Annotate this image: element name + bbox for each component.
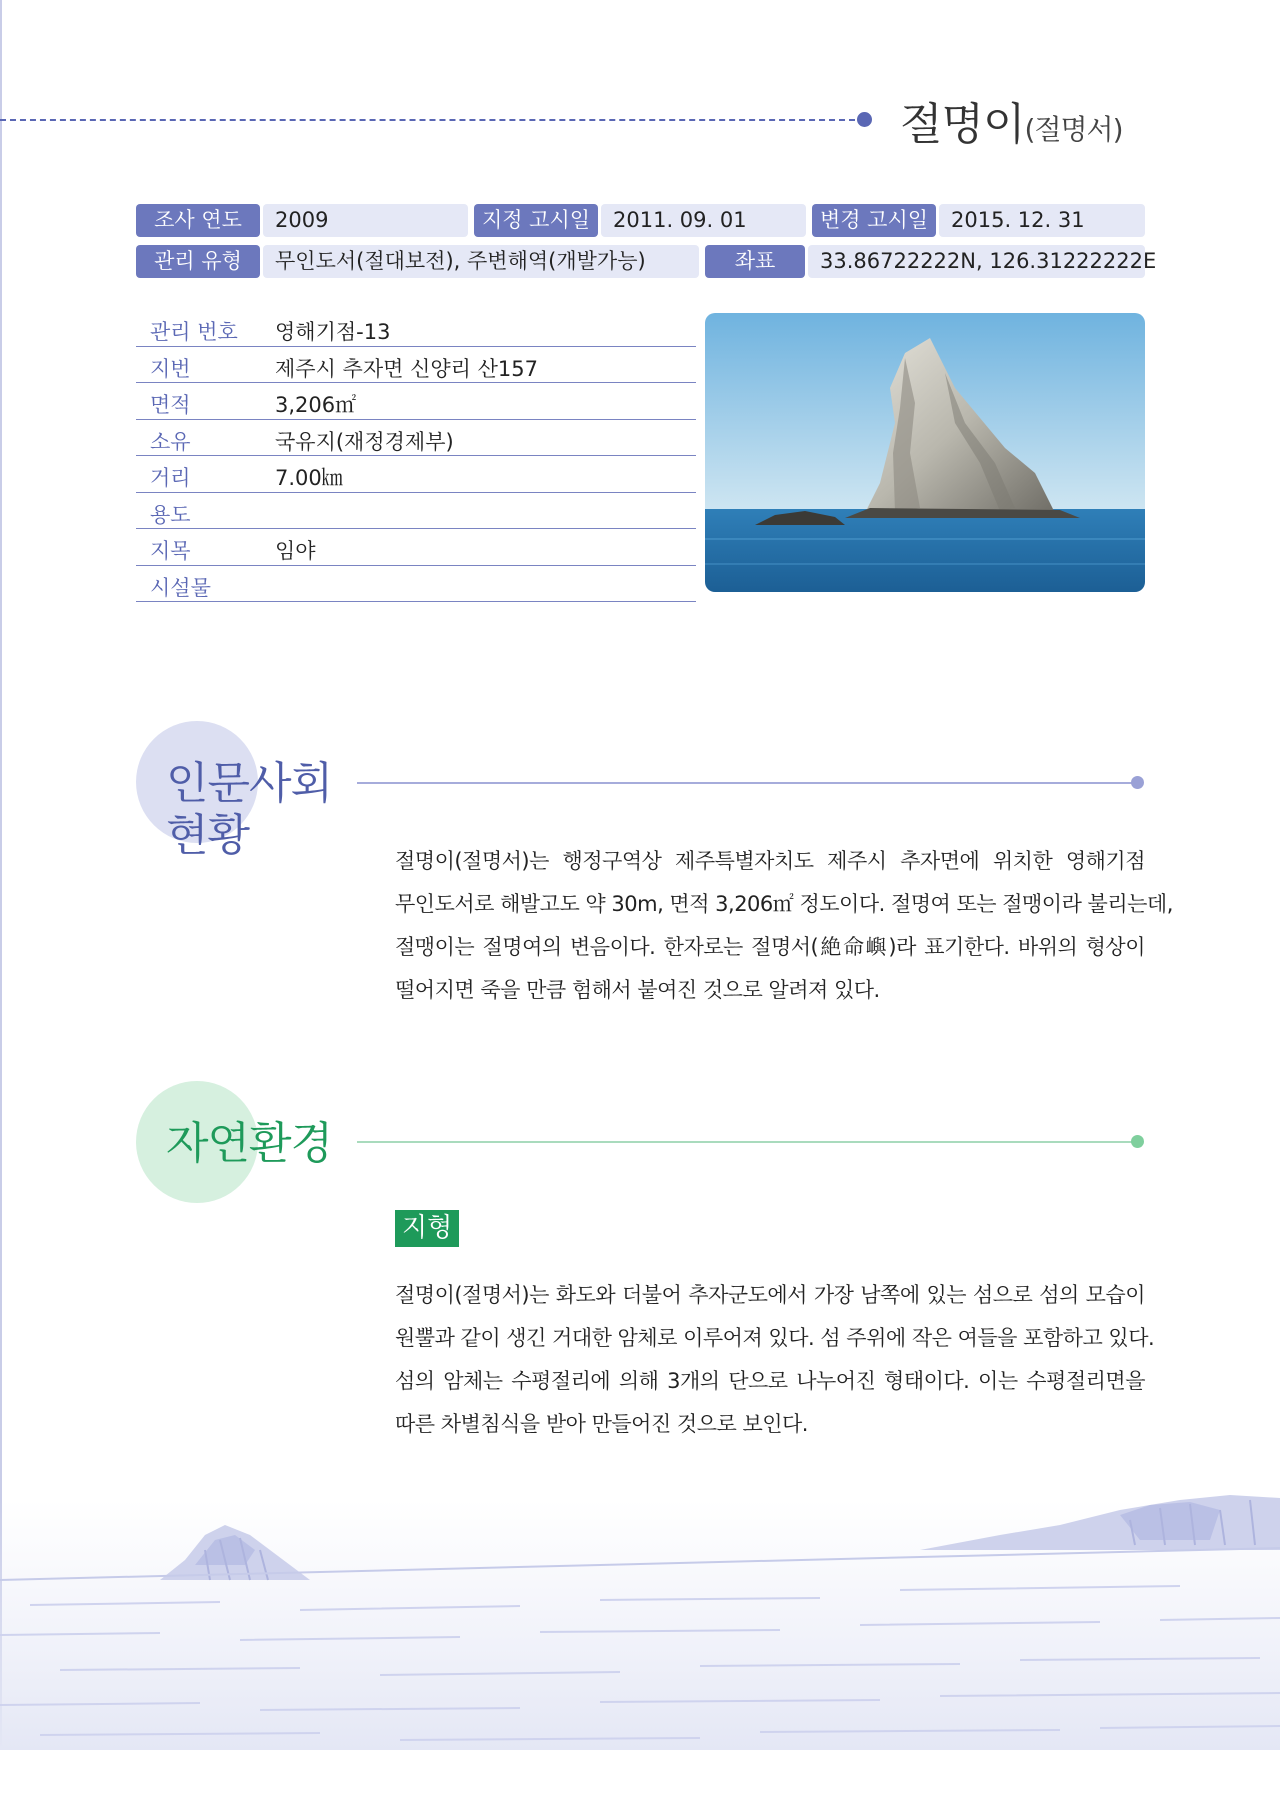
paragraph-line: 떨어지면 죽을 만큼 험해서 붙여진 것으로 알려져 있다. (395, 978, 880, 1002)
humanities-paragraph (395, 840, 1173, 1012)
topography-subheading: 지형 (395, 1210, 459, 1247)
detail-key: 거리 (150, 466, 191, 490)
detail-value: 영해기점-13 (275, 320, 391, 344)
decor-spacer-35 (0, 1780, 1, 1781)
detail-key: 소유 (150, 429, 191, 454)
management-type-label: 관리 유형 (136, 245, 260, 278)
designation-date-label: 지정 고시일 (474, 204, 598, 237)
detail-key: 용도 (150, 502, 191, 527)
header-dashed-line (0, 119, 855, 121)
detail-row (136, 566, 696, 603)
humanities-section-title (166, 758, 332, 862)
detail-value: 국유지(재정경제부) (275, 429, 454, 454)
detail-value: 제주시 추자면 신양리 산157 (275, 356, 538, 381)
paragraph-line: 절명이(절명서)는 행정구역상 제주특별자치도 제주시 추자면에 위치한 영해기점 (395, 849, 1145, 873)
paragraph-line: 섬의 암체는 수평절리에 의해 3개의 단으로 나누어진 형태이다. 이는 수평절리면을 (395, 1369, 1145, 1393)
paragraph-line: 절명이(절명서)는 화도와 더불어 추자군도에서 가장 남쪽에 있는 섬으로 섬의 모습이 (395, 1283, 1145, 1307)
detail-row (136, 493, 696, 530)
survey-year-value: 2009 (263, 204, 468, 237)
detail-row (136, 310, 696, 347)
detail-table (136, 310, 696, 602)
detail-value: 7.00㎞ (275, 466, 343, 490)
survey-year-label: 조사 연도 (136, 204, 260, 237)
detail-key: 지번 (150, 356, 191, 381)
management-type-value: 무인도서(절대보전), 주변해역(개발가능) (263, 245, 699, 278)
coordinates-label: 좌표 (705, 245, 805, 278)
detail-row (136, 456, 696, 493)
page-title (900, 88, 1123, 152)
page-title-main: 절명이 (900, 99, 1025, 150)
humanities-section-rule (357, 782, 1132, 784)
detail-key: 관리 번호 (150, 320, 238, 344)
sea-illustration (0, 1440, 1280, 1750)
page-title-sub: (절명서) (1024, 113, 1123, 146)
detail-key: 지목 (150, 539, 191, 563)
decor-spacer-80 (0, 1795, 1, 1796)
nature-section-rule (357, 1141, 1132, 1143)
detail-row (136, 420, 696, 457)
nature-section-dot (1131, 1135, 1144, 1148)
paragraph-line: 절맹이는 절명여의 변음이다. 한자로는 절명서(絶命嶼)라 표기한다. 바위의 형상이 (395, 935, 1145, 959)
change-date-value: 2015. 12. 31 (939, 204, 1145, 237)
detail-row (136, 383, 696, 420)
detail-value: 3,206㎡ (275, 393, 357, 417)
designation-date-value: 2011. 09. 01 (601, 204, 806, 237)
nature-paragraph (395, 1274, 1155, 1446)
paragraph-line: 따른 차별침식을 받아 만들어진 것으로 보인다. (395, 1412, 808, 1436)
coordinates-value: 33.86722222N, 126.31222222E (808, 245, 1145, 278)
decor-spacer (0, 1780, 1280, 1781)
paragraph-line: 무인도서로 해발고도 약 30m, 면적 3,206㎡ 정도이다. 절명여 또는 절맹이라 불리는데, (395, 892, 1173, 916)
island-photo (705, 313, 1145, 592)
humanities-title-line2: 현황 (166, 810, 250, 861)
paragraph-line: 원뿔과 같이 생긴 거대한 암체로 이루어져 있다. 섬 주위에 작은 여들을 포함하고 있다. (395, 1326, 1155, 1350)
detail-row (136, 529, 696, 566)
humanities-section-dot (1131, 776, 1144, 789)
detail-value: 임야 (275, 539, 316, 563)
header-dot (857, 112, 872, 127)
nature-section-title: 자연환경 (166, 1118, 333, 1169)
change-date-label: 변경 고시일 (812, 204, 936, 237)
detail-row (136, 347, 696, 384)
detail-key: 면적 (150, 393, 191, 417)
detail-key: 시설물 (150, 575, 211, 600)
humanities-title-line1: 인문사회 (166, 758, 333, 809)
decor-spacer-51 (0, 1790, 1, 1791)
